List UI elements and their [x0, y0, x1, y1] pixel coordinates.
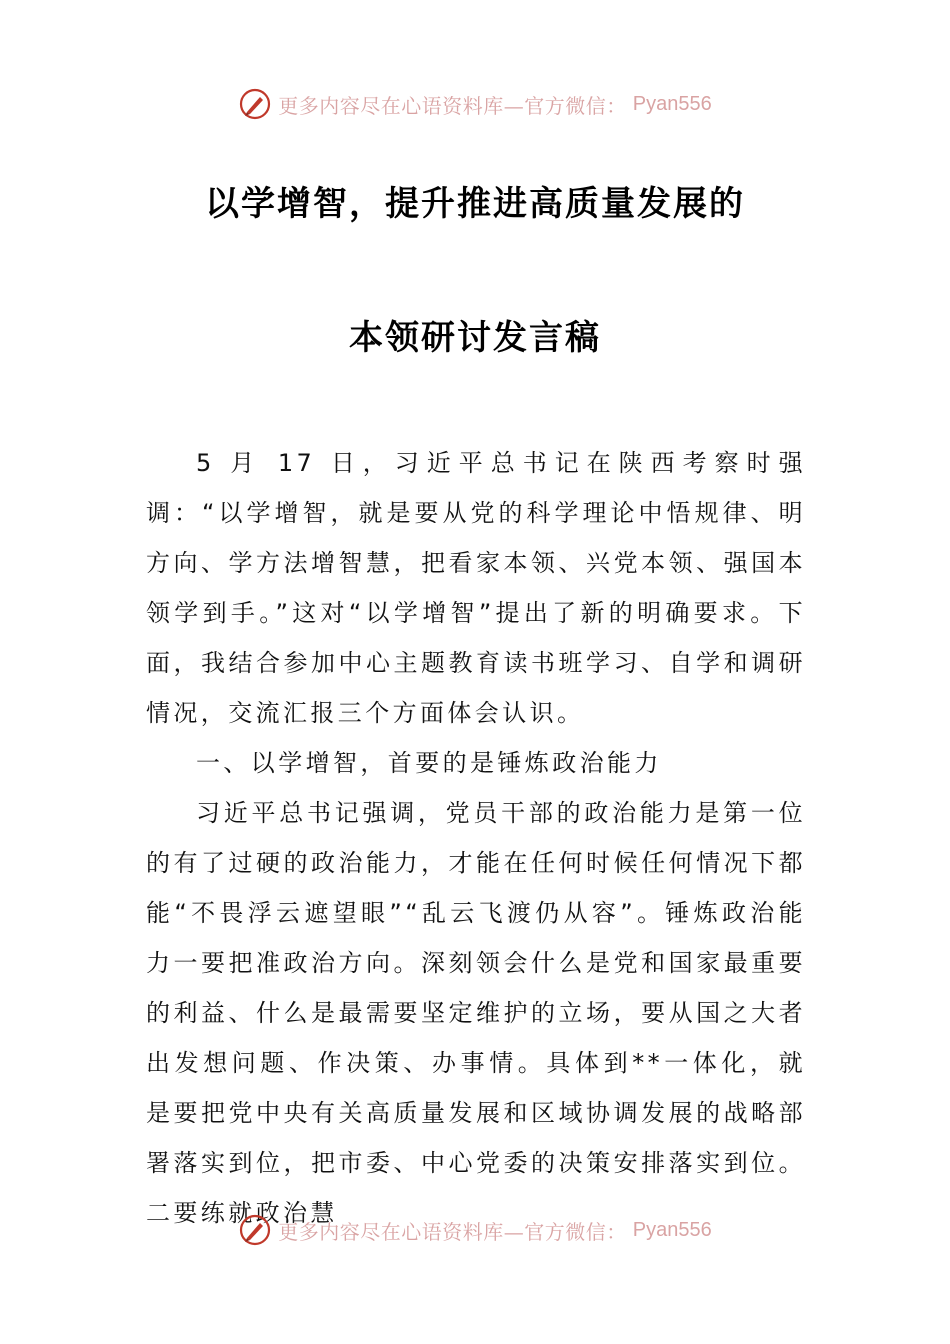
document-title-line-1: 以学增智，提升推进高质量发展的	[205, 184, 745, 224]
pen-logo-icon	[238, 87, 272, 121]
header-watermark	[0, 84, 950, 124]
pen-logo-icon	[238, 1213, 272, 1247]
watermark-wechat-id: Pyan556	[632, 92, 712, 115]
watermark-text: 更多内容尽在心语资料库—官方微信：	[278, 1219, 627, 1244]
watermark-wechat-id: Pyan556	[632, 1218, 712, 1241]
section-heading-1: 一、以学增智，首要的是锤炼政治能力	[196, 749, 662, 777]
document-body	[146, 438, 806, 1238]
paragraph-political-ability: 习近平总书记强调，党员干部的政治能力是第一位的有了过硬的政治能力，才能在任何时候任何情况下都能“不畏浮云遮望眼”“乱云飞渡仍从容”。锤炼政治能力一要把准政治方向。深刻领会什么是党和国家最重要的利益、什么是最需要坚定维护的立场，要从国之大者出发想问题、作决策、办事情。具体到**一体化，就是要把党中央有关高质量发展和区域协调发展的战略部署落实到位，把市委、中心党委的决策安排落实到位。二要练就政治慧	[146, 799, 806, 1227]
document-title-line-2: 本领研讨发言稿	[349, 318, 601, 358]
footer-watermark	[0, 1210, 950, 1250]
watermark-text: 更多内容尽在心语资料库—官方微信：	[278, 93, 627, 118]
paragraph-intro: 5 月 17 日，习近平总书记在陕西考察时强调：“以学增智，就是要从党的科学理论中悟规律、明方向、学方法增智慧，把看家本领、兴党本领、强国本领学到手。”这对“以学增智”提出了新的明确要求。下面，我结合参加中心主题教育读书班学习、自学和调研情况，交流汇报三个方面体会认识。	[146, 449, 806, 727]
